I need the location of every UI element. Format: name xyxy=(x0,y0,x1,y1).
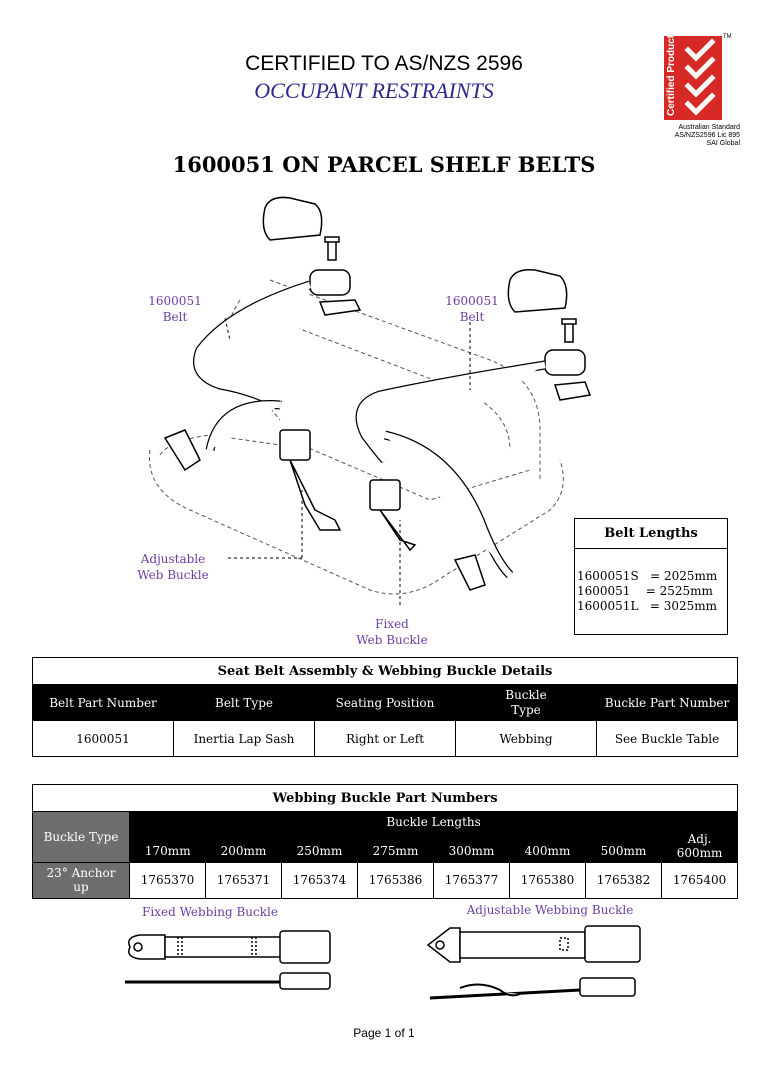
cell-buckle-part-number: See Buckle Table xyxy=(597,721,738,757)
page-number: Page 1 of 1 xyxy=(353,1026,415,1040)
buckle-part-numbers-table xyxy=(32,784,738,899)
assembly-table-caption: Seat Belt Assembly & Webbing Buckle Details xyxy=(33,658,738,685)
belt-length-row: 1600051L = 3025mm xyxy=(577,599,718,613)
header-buckle-lengths: Buckle Lengths xyxy=(130,812,738,832)
buckle-part-cell: 1765374 xyxy=(282,862,358,898)
length-header: 275mm xyxy=(358,832,434,863)
buckle-part-cell: 1765386 xyxy=(358,862,434,898)
header-belt-type: Belt Type xyxy=(174,685,315,721)
certified-checkmarks-icon xyxy=(664,36,722,120)
assembly-details-table xyxy=(32,657,738,757)
fixed-buckle-label: Fixed Web Buckle xyxy=(356,617,428,647)
header-buckle-type: Buckle Type xyxy=(456,685,597,721)
header-buckle-type: Buckle Type xyxy=(33,812,130,863)
buckle-table-caption: Webbing Buckle Part Numbers xyxy=(33,785,738,812)
buckle-part-cell: 1765377 xyxy=(434,862,510,898)
left-belt-label: 1600051 Belt xyxy=(148,294,202,324)
adjustable-webbing-buckle-label: Adjustable Webbing Buckle xyxy=(466,903,634,917)
fixed-webbing-buckle-label: Fixed Webbing Buckle xyxy=(142,905,278,919)
belt-length-row: 1600051 = 2525mm xyxy=(577,584,713,598)
adjustable-buckle-label: Adjustable Web Buckle xyxy=(137,552,209,582)
right-belt-label: 1600051 Belt xyxy=(445,294,499,324)
certification-heading: CERTIFIED TO AS/NZS 2596 xyxy=(245,52,523,75)
buckle-part-cell: 1765382 xyxy=(586,862,662,898)
length-header: Adj. 600mm xyxy=(662,832,738,863)
belt-length-row: 1600051S = 2025mm xyxy=(577,569,718,583)
cell-buckle-type: Webbing xyxy=(456,721,597,757)
category-subtitle: OCCUPANT RESTRAINTS xyxy=(254,78,494,103)
header-buckle-part-number: Buckle Part Number xyxy=(597,685,738,721)
cell-belt-part-number: 1600051 xyxy=(33,721,174,757)
header-seating-position: Seating Position xyxy=(315,685,456,721)
length-header: 250mm xyxy=(282,832,358,863)
page-title: 1600051 ON PARCEL SHELF BELTS xyxy=(172,152,596,177)
buckle-part-cell: 1765400 xyxy=(662,862,738,898)
logo-caption: Australian Standard AS/NZS2596 Lic 895 SAI Global xyxy=(674,124,740,147)
cell-belt-type: Inertia Lap Sash xyxy=(174,721,315,757)
length-header: 500mm xyxy=(586,832,662,863)
length-header: 400mm xyxy=(510,832,586,863)
certified-product-logo xyxy=(664,36,722,120)
row-label-anchor: 23° Anchor up xyxy=(33,862,130,898)
header-belt-part-number: Belt Part Number xyxy=(33,685,174,721)
buckle-part-cell: 1765370 xyxy=(130,862,206,898)
cell-seating-position: Right or Left xyxy=(315,721,456,757)
belt-lengths-box xyxy=(574,518,728,635)
adjustable-buckle-illustration xyxy=(420,920,650,1010)
length-header: 300mm xyxy=(434,832,510,863)
length-header: 200mm xyxy=(206,832,282,863)
trademark-mark: TM xyxy=(723,34,732,40)
fixed-buckle-illustration xyxy=(120,925,340,1000)
svg-text:Certified Product: Certified Product xyxy=(666,36,677,116)
length-header: 170mm xyxy=(130,832,206,863)
buckle-part-cell: 1765380 xyxy=(510,862,586,898)
belt-lengths-heading: Belt Lengths xyxy=(575,519,727,549)
buckle-part-cell: 1765371 xyxy=(206,862,282,898)
